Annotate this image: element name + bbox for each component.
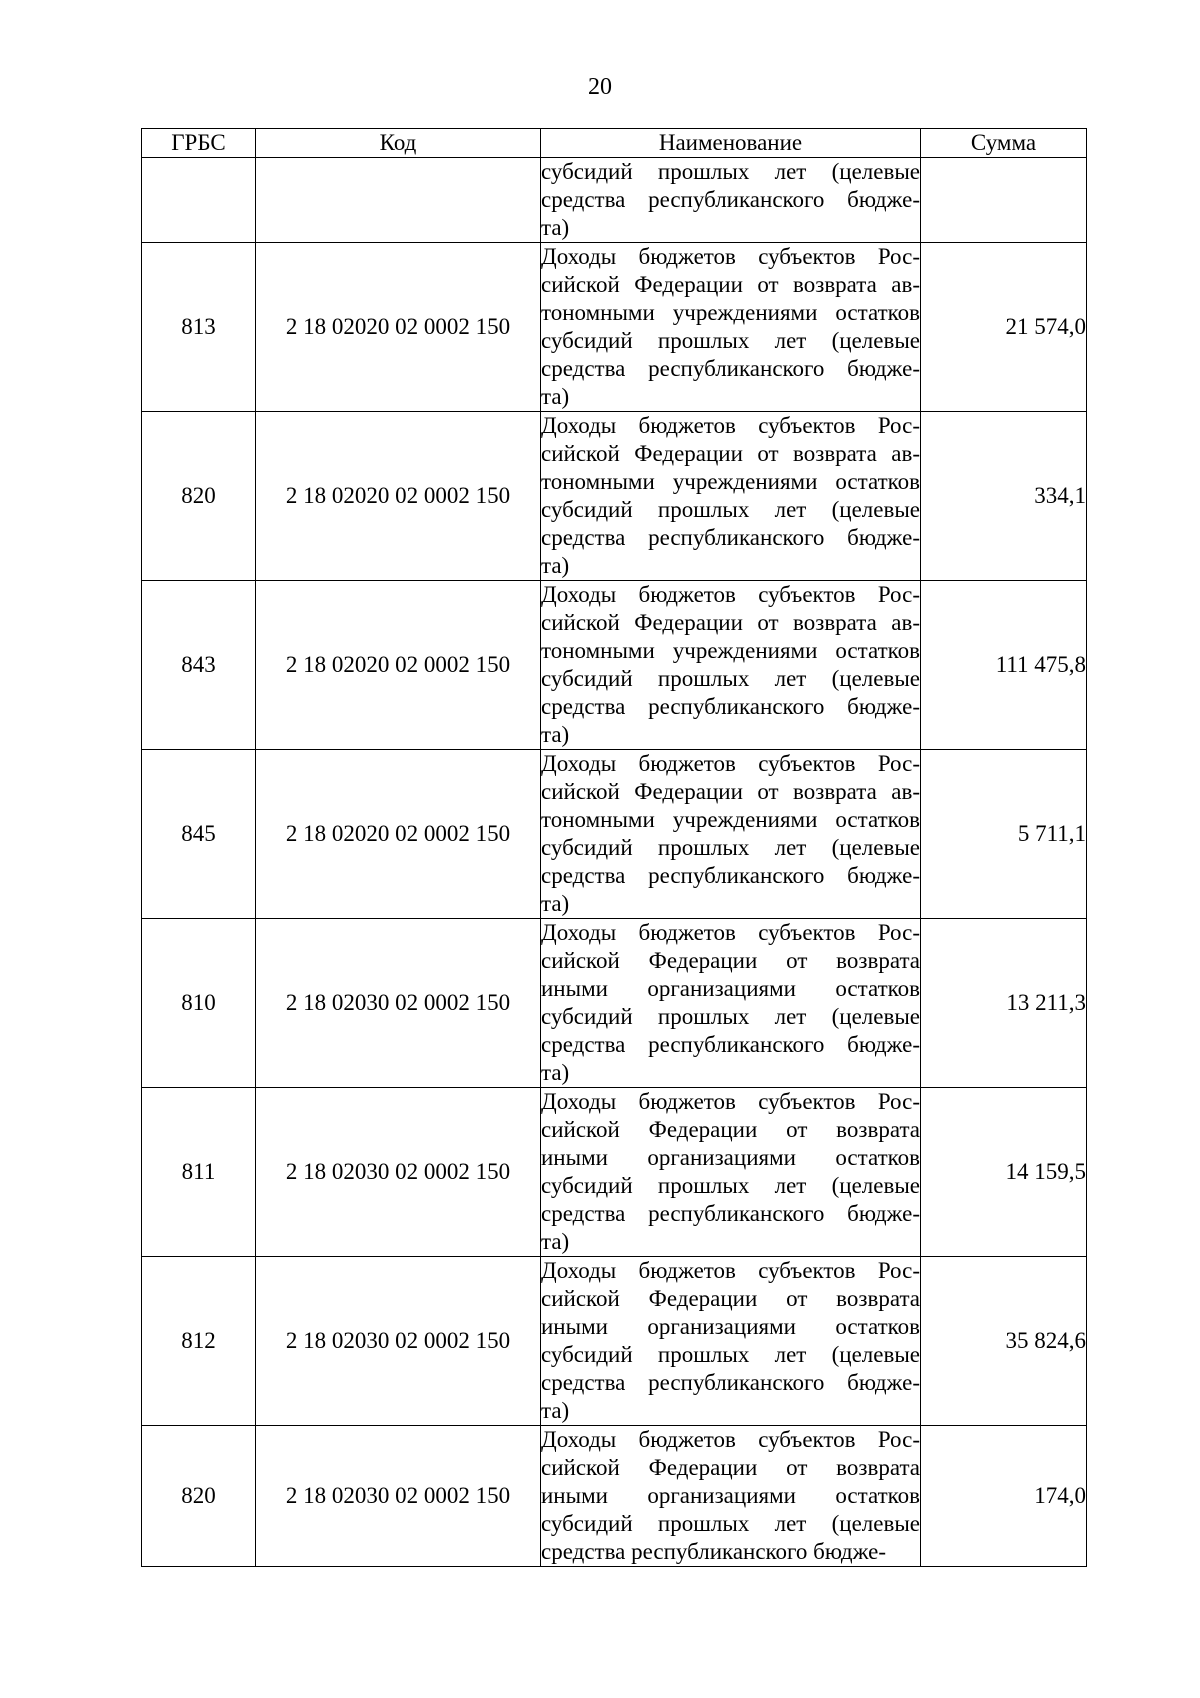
name-line: иными организациями остатков: [541, 976, 920, 1001]
cell-name: [541, 158, 921, 243]
header-code: Код: [256, 129, 541, 158]
table-row: [142, 581, 1087, 750]
header-grbs: ГРБС: [142, 129, 256, 158]
cell-sum: [921, 158, 1087, 243]
name-line: Доходы бюджетов субъектов Рос-: [541, 1258, 920, 1283]
name-line: иными организациями остатков: [541, 1314, 920, 1339]
name-line: субсидий прошлых лет (целевые: [541, 1511, 920, 1536]
cell-sum: 111 475,8: [921, 581, 1087, 750]
cell-grbs: 845: [142, 750, 256, 919]
name-line: тономными учреждениями остатков: [541, 300, 920, 325]
cell-code: 2 18 02030 02 0002 150: [256, 1257, 541, 1426]
name-line: субсидий прошлых лет (целевые: [541, 159, 920, 184]
name-line: субсидий прошлых лет (целевые: [541, 497, 920, 522]
name-line: та): [541, 1229, 570, 1254]
name-line: средства республиканского бюдже-: [541, 1370, 920, 1395]
name-line: субсидий прошлых лет (целевые: [541, 835, 920, 860]
table-row: [142, 750, 1087, 919]
name-line: сийской Федерации от возврата ав-: [541, 779, 920, 804]
name-line: Доходы бюджетов субъектов Рос-: [541, 751, 920, 776]
cell-code: [256, 158, 541, 243]
name-line: средства республиканского бюдже-: [541, 694, 920, 719]
name-line: тономными учреждениями остатков: [541, 469, 920, 494]
table-row: [142, 919, 1087, 1088]
name-line: сийской Федерации от возврата: [541, 1286, 920, 1311]
name-line: сийской Федерации от возврата ав-: [541, 610, 920, 635]
header-name: Наименование: [541, 129, 921, 158]
name-line: иными организациями остатков: [541, 1483, 920, 1508]
cell-code: 2 18 02020 02 0002 150: [256, 581, 541, 750]
cell-code: 2 18 02020 02 0002 150: [256, 750, 541, 919]
name-line: та): [541, 215, 570, 240]
name-line: средства республиканского бюдже-: [541, 356, 920, 381]
cell-grbs: 820: [142, 1426, 256, 1567]
name-line: тономными учреждениями остатков: [541, 807, 920, 832]
cell-sum: 35 824,6: [921, 1257, 1087, 1426]
cell-sum: 13 211,3: [921, 919, 1087, 1088]
cell-name: [541, 1257, 921, 1426]
name-line: Доходы бюджетов субъектов Рос-: [541, 920, 920, 945]
name-line: та): [541, 1398, 570, 1423]
cell-sum: 21 574,0: [921, 243, 1087, 412]
table-body: [142, 158, 1087, 1567]
cell-code: 2 18 02020 02 0002 150: [256, 243, 541, 412]
cell-sum: 14 159,5: [921, 1088, 1087, 1257]
name-line: Доходы бюджетов субъектов Рос-: [541, 244, 920, 269]
name-line: Доходы бюджетов субъектов Рос-: [541, 413, 920, 438]
cell-name: [541, 1088, 921, 1257]
name-line: та): [541, 891, 570, 916]
cell-grbs: 810: [142, 919, 256, 1088]
table-row: [142, 1088, 1087, 1257]
name-line: Доходы бюджетов субъектов Рос-: [541, 582, 920, 607]
name-line: средства республиканского бюдже-: [541, 1539, 887, 1564]
cell-name: [541, 750, 921, 919]
cell-name: [541, 581, 921, 750]
table-row: [142, 412, 1087, 581]
name-line: сийской Федерации от возврата: [541, 948, 920, 973]
name-line: субсидий прошлых лет (целевые: [541, 1173, 920, 1198]
cell-sum: 334,1: [921, 412, 1087, 581]
cell-grbs: [142, 158, 256, 243]
cell-code: 2 18 02030 02 0002 150: [256, 919, 541, 1088]
name-line: тономными учреждениями остатков: [541, 638, 920, 663]
cell-grbs: 820: [142, 412, 256, 581]
cell-name: [541, 919, 921, 1088]
table-row: [142, 158, 1087, 243]
cell-grbs: 843: [142, 581, 256, 750]
name-line: Доходы бюджетов субъектов Рос-: [541, 1427, 920, 1452]
name-line: та): [541, 722, 570, 747]
name-line: субсидий прошлых лет (целевые: [541, 1004, 920, 1029]
name-line: средства республиканского бюдже-: [541, 1032, 920, 1057]
cell-sum: 174,0: [921, 1426, 1087, 1567]
name-line: та): [541, 553, 570, 578]
cell-grbs: 812: [142, 1257, 256, 1426]
cell-name: [541, 412, 921, 581]
name-line: субсидий прошлых лет (целевые: [541, 666, 920, 691]
name-line: средства республиканского бюдже-: [541, 1201, 920, 1226]
name-line: сийской Федерации от возврата ав-: [541, 272, 920, 297]
budget-table: [141, 128, 1087, 1567]
name-line: та): [541, 1060, 570, 1085]
header-sum: Сумма: [921, 129, 1087, 158]
table-row: [142, 1426, 1087, 1567]
name-line: сийской Федерации от возврата: [541, 1117, 920, 1142]
cell-grbs: 813: [142, 243, 256, 412]
table-row: [142, 243, 1087, 412]
name-line: субсидий прошлых лет (целевые: [541, 1342, 920, 1367]
name-line: сийской Федерации от возврата: [541, 1455, 920, 1480]
cell-code: 2 18 02030 02 0002 150: [256, 1426, 541, 1567]
table-row: [142, 1257, 1087, 1426]
name-line: средства республиканского бюдже-: [541, 525, 920, 550]
table-header-row: [142, 129, 1087, 158]
name-line: та): [541, 384, 570, 409]
name-line: субсидий прошлых лет (целевые: [541, 328, 920, 353]
cell-name: [541, 243, 921, 412]
name-line: Доходы бюджетов субъектов Рос-: [541, 1089, 920, 1114]
cell-name: [541, 1426, 921, 1567]
page-number: 20: [588, 74, 612, 100]
cell-grbs: 811: [142, 1088, 256, 1257]
name-line: сийской Федерации от возврата ав-: [541, 441, 920, 466]
cell-code: 2 18 02030 02 0002 150: [256, 1088, 541, 1257]
cell-code: 2 18 02020 02 0002 150: [256, 412, 541, 581]
cell-sum: 5 711,1: [921, 750, 1087, 919]
name-line: иными организациями остатков: [541, 1145, 920, 1170]
name-line: средства республиканского бюдже-: [541, 863, 920, 888]
name-line: средства республиканского бюдже-: [541, 187, 920, 212]
